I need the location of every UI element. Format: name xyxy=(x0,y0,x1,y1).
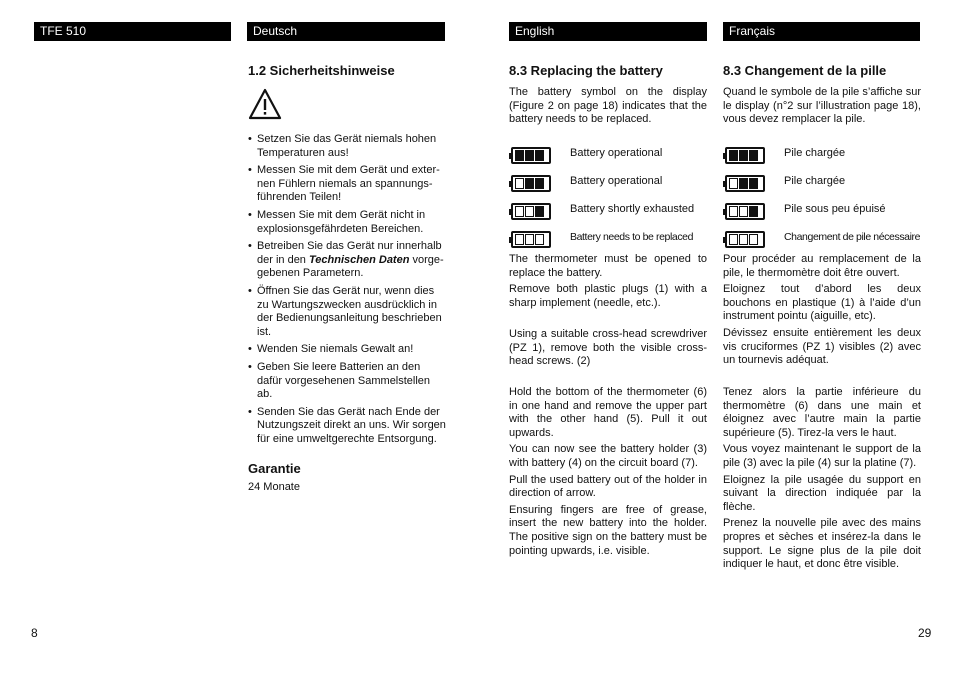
battery-cell xyxy=(749,150,758,161)
german-section-title: 1.2 Sicherheitshinweise xyxy=(248,63,395,78)
english-step: Pull the used battery out of the holder in direction of arrow. xyxy=(509,473,707,500)
warning-icon xyxy=(248,88,282,120)
battery-row xyxy=(511,144,551,166)
page-number-left: 8 xyxy=(31,626,38,640)
french-steps-b xyxy=(723,386,921,575)
bullet-text: vorge-gebenen Parametern. xyxy=(257,253,444,280)
battery-icon xyxy=(511,231,551,248)
battery-cell xyxy=(515,178,524,189)
french-step: Eloignez la pile usagée du support en suivant la direction indiquée par la flèche. xyxy=(723,473,921,513)
battery-cell xyxy=(525,150,534,161)
english-intro: The battery symbol on the display (Figure 2 on page 18) indicates that the battery needs to be replaced. xyxy=(509,86,707,126)
list-item: • Geben Sie leere Batterien an den dafür vorgesehenen Sammelstellen ab. xyxy=(248,361,446,402)
battery-icon xyxy=(511,203,551,220)
english-step: Remove both plastic plugs (1) with a sharp implement (needle, etc.). xyxy=(509,283,707,309)
battery-row xyxy=(511,228,551,250)
battery-cell xyxy=(749,234,758,245)
battery-cell xyxy=(535,150,544,161)
page-number-right: 29 xyxy=(918,626,932,640)
battery-cell xyxy=(739,206,748,217)
english-step: You can now see the battery holder (3) with battery (4) on the circuit board (7). xyxy=(509,443,707,469)
battery-cell xyxy=(515,206,524,217)
battery-cell xyxy=(535,178,544,189)
list-item: • Setzen Sie das Gerät niemals hohen Temperaturen aus! xyxy=(248,133,446,160)
battery-cell xyxy=(515,234,524,245)
battery-icon xyxy=(511,147,551,164)
battery-label: Changement de pile nécessaire xyxy=(784,231,921,243)
english-header: English xyxy=(509,22,707,41)
french-steps-a xyxy=(723,253,921,371)
battery-label: Battery needs to be replaced xyxy=(570,231,694,243)
battery-label: Pile sous peu épuisé xyxy=(784,203,886,215)
english-step: Using a suitable cross-head screwdriver (PZ 1), remove both the visible cross-head screws. (2) xyxy=(509,328,707,368)
warranty-text: 24 Monate xyxy=(248,481,300,493)
battery-label: Battery shortly exhausted xyxy=(570,203,695,215)
list-item: • Senden Sie das Gerät nach Ende der Nutzungszeit direkt an uns. Wir sorgen für eine umweltgerechte Entsorgung. xyxy=(248,406,446,447)
battery-row xyxy=(725,228,765,250)
battery-cell xyxy=(749,206,758,217)
english-step: Hold the bottom of the thermometer (6) in one hand and remove the upper part with the other hand (5). Pull it out upwards. xyxy=(509,386,707,439)
english-steps-c xyxy=(509,386,707,561)
battery-label: Pile chargée xyxy=(784,175,846,187)
bullet-text: Betreiben Sie das Gerät nur innerhalb der in den xyxy=(257,240,442,266)
model-header: TFE 510 xyxy=(34,22,231,41)
battery-label: Battery operational xyxy=(570,147,663,159)
battery-cell xyxy=(739,178,748,189)
battery-cell xyxy=(515,150,524,161)
battery-icon xyxy=(725,203,765,220)
battery-cell xyxy=(729,150,738,161)
german-safety-list xyxy=(248,133,446,450)
battery-icon xyxy=(511,175,551,192)
battery-icon xyxy=(725,175,765,192)
technical-data-emphasis: Technischen Daten xyxy=(308,253,410,266)
battery-icon xyxy=(725,147,765,164)
list-item: • Messen Sie mit dem Gerät nicht in explosionsgefährdeten Bereichen. xyxy=(248,209,446,236)
list-item xyxy=(248,240,446,281)
battery-cell xyxy=(525,234,534,245)
french-step: Tenez alors la partie inférieure du thermomètre (6) dans une main et éloignez avec l’autre main la partie supérieure (5). Tirez-la vers le haut. xyxy=(723,386,921,439)
english-step: Ensuring fingers are free of grease, insert the new battery into the holder. The positive sign on the battery must be pointing upwards, i.e. visible. xyxy=(509,503,707,557)
battery-cell xyxy=(525,178,534,189)
french-step: Eloignez tout d’abord les deux bouchons en plastique (1) à l’aide d’un instrument pointu (aiguille, etc). xyxy=(723,283,921,323)
english-steps-a xyxy=(509,253,707,313)
battery-cell xyxy=(525,206,534,217)
battery-cell xyxy=(535,234,544,245)
english-step: The thermometer must be opened to replace the battery. xyxy=(509,253,707,279)
battery-label: Pile chargée xyxy=(784,147,846,159)
battery-cell xyxy=(535,206,544,217)
english-steps-b xyxy=(509,328,707,372)
french-intro: Quand le symbole de la pile s’affiche sur le display (n°2 sur l’illustration page 18), vous devez remplacer la pile. xyxy=(723,86,921,126)
battery-row xyxy=(725,144,765,166)
french-step: Prenez la nouvelle pile avec des mains propres et sèches et insérez-la dans le support. Le signe plus de la pile doit indiquer le haut, et donc être visible. xyxy=(723,517,921,571)
german-header: Deutsch xyxy=(247,22,445,41)
list-item: • Messen Sie mit dem Gerät und exter-nen Fühlern niemals an spannungs-führenden Teilen! xyxy=(248,164,446,205)
french-step: Vous voyez maintenant le support de la pile (3) avec la pile (4) sur la platine (7). xyxy=(723,443,921,469)
battery-icon xyxy=(725,231,765,248)
battery-cell xyxy=(749,178,758,189)
battery-cell xyxy=(739,234,748,245)
battery-cell xyxy=(729,206,738,217)
list-item: • Wenden Sie niemals Gewalt an! xyxy=(248,343,446,357)
french-section-title: 8.3 Changement de la pille xyxy=(723,63,887,78)
battery-row xyxy=(511,172,551,194)
list-item: • Öffnen Sie das Gerät nur, wenn dies zu Wartungszwecken ausdrücklich in der Bedienungsanleitung beschrieben ist. xyxy=(248,285,446,339)
battery-cell xyxy=(729,178,738,189)
french-step: Pour procéder au remplacement de la pile, le thermomètre doit être ouvert. xyxy=(723,253,921,279)
french-step: Dévissez ensuite entièrement les deux vis cruciformes (PZ 1) visibles (2) avec un tournevis adéquat. xyxy=(723,326,921,367)
battery-label: Battery operational xyxy=(570,175,663,187)
english-section-title: 8.3 Replacing the battery xyxy=(509,63,663,78)
warranty-title: Garantie xyxy=(248,461,301,476)
french-header: Français xyxy=(723,22,920,41)
battery-row xyxy=(511,200,551,222)
battery-row xyxy=(725,172,765,194)
battery-cell xyxy=(739,150,748,161)
battery-row xyxy=(725,200,765,222)
battery-cell xyxy=(729,234,738,245)
